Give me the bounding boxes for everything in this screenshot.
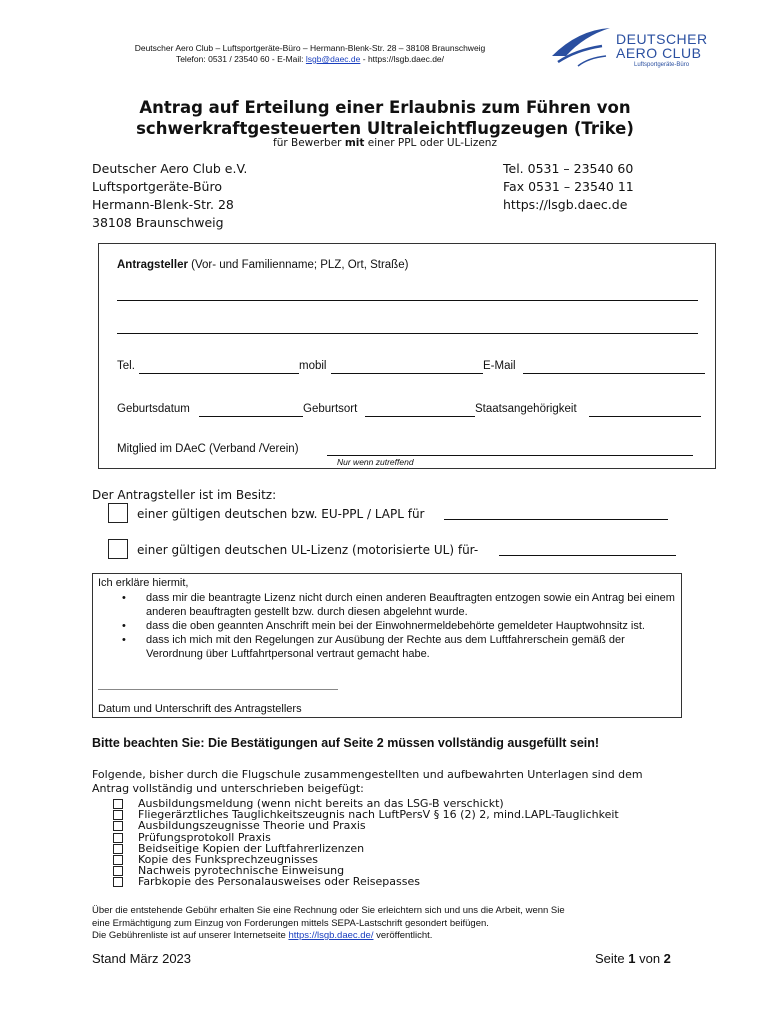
ul-field[interactable] [499, 555, 676, 556]
staatsangehoerigkeit-label: Staatsangehörigkeit [475, 403, 577, 415]
letterhead-address: Deutscher Aero Club – Luftsportgeräte-Büro – Hermann-Blenk-Str. 28 – 38108 Braunschweig [134, 43, 486, 53]
logo-text-3: Luftsportgeräte-Büro [634, 62, 690, 68]
form-subtitle: für Bewerber mit einer PPL oder UL-Lizenz [273, 137, 497, 149]
mobil-label: mobil [299, 360, 327, 372]
documents-list [113, 798, 619, 888]
fee-link[interactable]: https://lsgb.daec.de/ [288, 930, 374, 941]
recipient-contact: Tel. 0531 – 23540 60 Fax 0531 – 23540 11 https://lsgb.daec.de [503, 161, 634, 212]
address-field[interactable] [117, 333, 698, 334]
list-item: Kopie des Funksprechzeugnisses [113, 854, 619, 865]
declaration-section [92, 573, 682, 718]
tel-field[interactable] [139, 373, 299, 374]
ul-label: einer gültigen deutschen UL-Lizenz (motorisierte UL) für- [137, 543, 479, 557]
declaration-list [98, 591, 678, 661]
list-item: Nachweis pyrotechnische Einweisung [113, 865, 619, 876]
geburtsdatum-field[interactable] [199, 416, 303, 417]
staatsangehoerigkeit-field[interactable] [589, 416, 701, 417]
email-label: E-Mail [483, 360, 516, 372]
list-item: Beidseitige Kopien der Luftfahrerlizenzen [113, 843, 619, 854]
declaration-item: • dass mir die beantragte Lizenz nicht durch einen anderen Beauftragten entzogen sowie ein Antrag bei einem anderen beauftragten gestellt bzw. durch diesen abgelehnt wurde. [98, 591, 678, 619]
documents-intro: Folgende, bisher durch die Flugschule zusammengestellten und aufbewahrten Unterlagen sind dem Antrag vollständig und unterschrieben beigefügt: [92, 768, 643, 795]
name-field[interactable] [117, 300, 698, 301]
mitglied-note: Nur wenn zutreffend [337, 457, 414, 467]
logo-bird-icon [548, 26, 612, 70]
possession-heading: Der Antragsteller ist im Besitz: [92, 488, 277, 502]
logo-text-2: AERO CLUB [616, 45, 702, 61]
daec-logo [548, 26, 723, 70]
applicant-label: Antragsteller (Vor- und Familienname; PLZ, Ort, Straße) [117, 259, 409, 271]
fee-note: Über die entstehende Gebühr erhalten Sie eine Rechnung oder Sie erleichtern sich und uns die Arbeit, wenn Sie eine Ermächtigung zum Einzug von Forderungen mittels SEPA-Lastschrift gesondert beifügen. Die Gebührenliste ist auf unserer Internetseite https://lsgb.daec.de/ veröffentlicht. [92, 905, 565, 941]
ppl-field[interactable] [444, 519, 668, 520]
mobil-field[interactable] [331, 373, 483, 374]
list-item: Farbkopie des Personalausweises oder Reisepasses [113, 876, 619, 887]
declaration-intro: Ich erkläre hiermit, [98, 577, 189, 589]
geburtsort-label: Geburtsort [303, 403, 358, 415]
document-checkbox[interactable] [113, 821, 123, 831]
tel-label: Tel. [117, 360, 135, 372]
list-item: Prüfungsprotokoll Praxis [113, 832, 619, 843]
signature-field[interactable] [98, 689, 338, 690]
form-title: Antrag auf Erteilung einer Erlaubnis zum Führen von schwerkraftgesteuerten Ultraleichtflugzeugen (Trike) [136, 98, 634, 138]
footer-stand: Stand März 2023 [92, 951, 192, 966]
letterhead-contact: Telefon: 0531 / 23540 60 - E-Mail: lsgb@daec.de - https://lsgb.daec.de/ [175, 54, 445, 64]
logo-text-1: DEUTSCHER [616, 31, 708, 47]
declaration-item: • dass ich mich mit den Regelungen zur Ausübung der Rechte aus dem Luftfahrerschein gemäß der Verordnung über Luftfahrtpersonal vertraut gemacht habe. [98, 633, 678, 661]
notice: Bitte beachten Sie: Die Bestätigungen auf Seite 2 müssen vollständig ausgefüllt sein! [92, 736, 600, 750]
list-item: Fliegerärztliches Tauglichkeitszeugnis nach LuftPersV § 16 (2) 2, mind.LAPL-Tauglichkeit [113, 809, 619, 820]
page-number: Seite 1 von 2 [595, 951, 671, 966]
email-link[interactable]: lsgb@daec.de [305, 54, 361, 64]
letterhead [70, 43, 550, 65]
recipient-address: Deutscher Aero Club e.V. Luftsportgeräte-Büro Hermann-Blenk-Str. 28 38108 Braunschweig [92, 161, 248, 230]
document-checkbox[interactable] [113, 877, 123, 887]
ppl-label: einer gültigen deutschen bzw. EU-PPL / LAPL für [137, 507, 425, 521]
applicant-section [98, 243, 716, 469]
mitglied-field[interactable] [327, 455, 693, 456]
geburtsort-field[interactable] [365, 416, 475, 417]
geburtsdatum-label: Geburtsdatum [117, 403, 190, 415]
list-item: Ausbildungsmeldung (wenn nicht bereits an das LSG-B verschickt) [113, 798, 619, 809]
list-item: Ausbildungszeugnisse Theorie und Praxis [113, 820, 619, 831]
ul-checkbox[interactable] [108, 539, 128, 559]
signature-label: Datum und Unterschrift des Antragstellers [98, 703, 302, 715]
ppl-checkbox[interactable] [108, 503, 128, 523]
mitglied-label: Mitglied im DAeC (Verband /Verein) [117, 443, 299, 455]
declaration-item: • dass die oben geannten Anschrift mein bei der Einwohnermeldebehörte gemeldeter Hauptwohnsitz ist. [98, 619, 678, 633]
email-field[interactable] [523, 373, 705, 374]
